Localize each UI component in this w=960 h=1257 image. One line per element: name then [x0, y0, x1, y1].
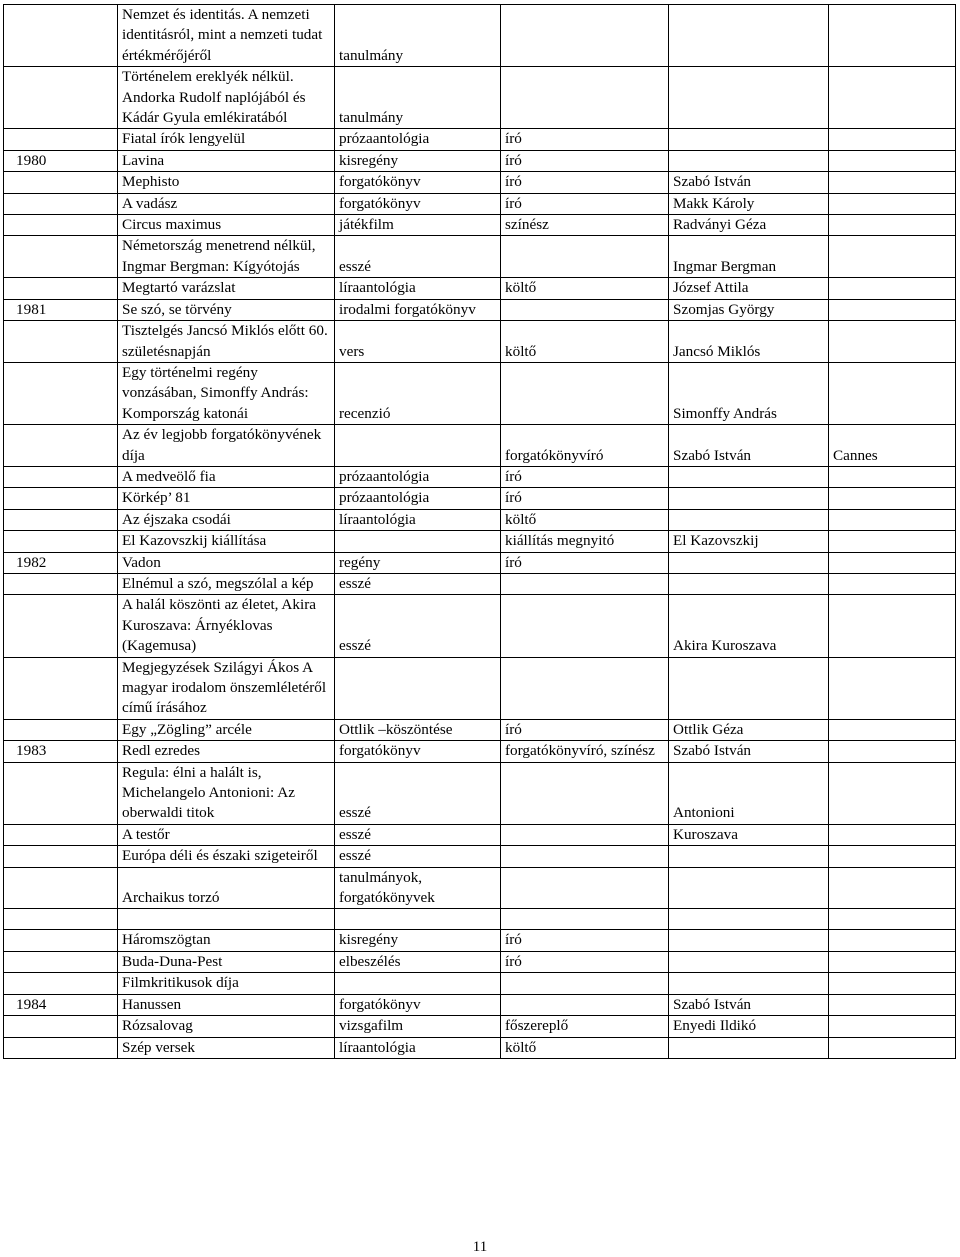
- person-cell: Jancsó Miklós: [669, 321, 829, 363]
- title-cell: A testőr: [118, 824, 335, 845]
- table-row: [4, 129, 956, 150]
- genre-cell: forgatókönyv: [335, 193, 501, 214]
- table-row: [4, 552, 956, 573]
- genre-cell: esszé: [335, 573, 501, 594]
- person-cell: Szabó István: [669, 425, 829, 467]
- person-cell: [669, 466, 829, 487]
- note-cell: [829, 595, 956, 657]
- title-cell: Szép versek: [118, 1037, 335, 1058]
- person-cell: [669, 509, 829, 530]
- role-cell: költő: [501, 278, 669, 299]
- genre-cell: tanulmány: [335, 67, 501, 129]
- year-cell: [4, 824, 118, 845]
- note-cell: [829, 552, 956, 573]
- genre-cell: forgatókönyv: [335, 994, 501, 1015]
- role-cell: író: [501, 552, 669, 573]
- genre-cell: esszé: [335, 236, 501, 278]
- title-cell: Nemzet és identitás. A nemzeti identitásról, mint a nemzeti tudat értékmérőjéről: [118, 5, 335, 67]
- note-cell: [829, 867, 956, 909]
- genre-cell: recenzió: [335, 362, 501, 424]
- role-cell: író: [501, 488, 669, 509]
- role-cell: [501, 67, 669, 129]
- title-cell: Vadon: [118, 552, 335, 573]
- person-cell: [669, 951, 829, 972]
- person-cell: Szabó István: [669, 994, 829, 1015]
- person-cell: Radványi Géza: [669, 215, 829, 236]
- page-number: 11: [472, 1239, 488, 1255]
- genre-cell: líraantológia: [335, 509, 501, 530]
- role-cell: író: [501, 719, 669, 740]
- title-cell: Háromszögtan: [118, 930, 335, 951]
- year-cell: [4, 488, 118, 509]
- note-cell: [829, 973, 956, 994]
- table-row: [4, 193, 956, 214]
- year-cell: [4, 719, 118, 740]
- table-row: [4, 150, 956, 171]
- table-row: [4, 278, 956, 299]
- note-cell: [829, 719, 956, 740]
- title-cell: Egy történelmi regény vonzásában, Simonffy András: Kompország katonái: [118, 362, 335, 424]
- title-cell: Rózsalovag: [118, 1016, 335, 1037]
- person-cell: [669, 973, 829, 994]
- year-cell: [4, 129, 118, 150]
- person-cell: Ottlik Géza: [669, 719, 829, 740]
- year-cell: [4, 867, 118, 909]
- note-cell: [829, 909, 956, 930]
- title-cell: Elnémul a szó, megszólal a kép: [118, 573, 335, 594]
- year-cell: [4, 1016, 118, 1037]
- role-cell: [501, 573, 669, 594]
- year-cell: [4, 509, 118, 530]
- genre-cell: esszé: [335, 846, 501, 867]
- year-cell: [4, 172, 118, 193]
- title-cell: Se szó, se törvény: [118, 299, 335, 320]
- note-cell: [829, 278, 956, 299]
- person-cell: [669, 552, 829, 573]
- person-cell: Kuroszava: [669, 824, 829, 845]
- role-cell: [501, 5, 669, 67]
- role-cell: [501, 657, 669, 719]
- year-cell: [4, 909, 118, 930]
- year-cell: [4, 930, 118, 951]
- note-cell: [829, 1037, 956, 1058]
- person-cell: József Attila: [669, 278, 829, 299]
- title-cell: Hanussen: [118, 994, 335, 1015]
- role-cell: [501, 236, 669, 278]
- person-cell: [669, 573, 829, 594]
- note-cell: [829, 846, 956, 867]
- role-cell: költő: [501, 509, 669, 530]
- table-row: [4, 67, 956, 129]
- year-cell: [4, 657, 118, 719]
- note-cell: [829, 741, 956, 762]
- person-cell: [669, 1037, 829, 1058]
- title-cell: Redl ezredes: [118, 741, 335, 762]
- person-cell: [669, 909, 829, 930]
- role-cell: forgatókönyvíró, színész: [501, 741, 669, 762]
- genre-cell: [335, 909, 501, 930]
- role-cell: író: [501, 930, 669, 951]
- year-cell: [4, 531, 118, 552]
- title-cell: Filmkritikusok díja: [118, 973, 335, 994]
- person-cell: Makk Károly: [669, 193, 829, 214]
- note-cell: [829, 951, 956, 972]
- role-cell: költő: [501, 321, 669, 363]
- table-row: [4, 719, 956, 740]
- role-cell: színész: [501, 215, 669, 236]
- person-cell: Akira Kuroszava: [669, 595, 829, 657]
- year-cell: [4, 236, 118, 278]
- note-cell: [829, 299, 956, 320]
- genre-cell: líraantológia: [335, 1037, 501, 1058]
- genre-cell: esszé: [335, 595, 501, 657]
- year-cell: [4, 362, 118, 424]
- title-cell: Lavina: [118, 150, 335, 171]
- title-cell: Tisztelgés Jancsó Miklós előtt 60. születésnapján: [118, 321, 335, 363]
- genre-cell: [335, 531, 501, 552]
- role-cell: [501, 362, 669, 424]
- table-row: [4, 930, 956, 951]
- title-cell: Regula: élni a halált is, Michelangelo Antonioni: Az oberwaldi titok: [118, 762, 335, 824]
- note-cell: [829, 466, 956, 487]
- note-cell: [829, 657, 956, 719]
- table-row: [4, 466, 956, 487]
- note-cell: [829, 930, 956, 951]
- role-cell: író: [501, 129, 669, 150]
- genre-cell: líraantológia: [335, 278, 501, 299]
- table-row: [4, 299, 956, 320]
- note-cell: [829, 573, 956, 594]
- table-row: [4, 321, 956, 363]
- year-cell: [4, 595, 118, 657]
- table-row: [4, 867, 956, 909]
- bibliography-table: [3, 4, 956, 1059]
- year-cell: [4, 973, 118, 994]
- person-cell: [669, 150, 829, 171]
- genre-cell: tanulmány: [335, 5, 501, 67]
- person-cell: [669, 5, 829, 67]
- table-row: [4, 488, 956, 509]
- role-cell: [501, 994, 669, 1015]
- person-cell: [669, 488, 829, 509]
- table-row: [4, 741, 956, 762]
- role-cell: [501, 973, 669, 994]
- title-cell: Történelem ereklyék nélkül. Andorka Rudolf naplójából és Kádár Gyula emlékiratából: [118, 67, 335, 129]
- note-cell: [829, 150, 956, 171]
- year-cell: [4, 5, 118, 67]
- year-cell: [4, 425, 118, 467]
- person-cell: Szabó István: [669, 741, 829, 762]
- genre-cell: prózaantológia: [335, 488, 501, 509]
- genre-cell: kisregény: [335, 150, 501, 171]
- person-cell: Antonioni: [669, 762, 829, 824]
- note-cell: [829, 129, 956, 150]
- role-cell: [501, 299, 669, 320]
- role-cell: író: [501, 150, 669, 171]
- genre-cell: esszé: [335, 762, 501, 824]
- title-cell: Fiatal írók lengyelül: [118, 129, 335, 150]
- note-cell: [829, 762, 956, 824]
- table-row: [4, 425, 956, 467]
- table-row: [4, 573, 956, 594]
- year-cell: [4, 278, 118, 299]
- note-cell: [829, 67, 956, 129]
- table-row: [4, 1037, 956, 1058]
- note-cell: [829, 488, 956, 509]
- title-cell: [118, 909, 335, 930]
- genre-cell: forgatókönyv: [335, 741, 501, 762]
- year-cell: [4, 762, 118, 824]
- title-cell: Megjegyzések Szilágyi Ákos A magyar irodalom önszemléletéről című írásához: [118, 657, 335, 719]
- role-cell: kiállítás megnyitó: [501, 531, 669, 552]
- title-cell: Az éjszaka csodái: [118, 509, 335, 530]
- table-row: [4, 762, 956, 824]
- note-cell: [829, 509, 956, 530]
- genre-cell: prózaantológia: [335, 129, 501, 150]
- genre-cell: regény: [335, 552, 501, 573]
- genre-cell: [335, 973, 501, 994]
- note-cell: [829, 531, 956, 552]
- title-cell: Megtartó varázslat: [118, 278, 335, 299]
- person-cell: [669, 867, 829, 909]
- title-cell: Archaikus torzó: [118, 867, 335, 909]
- year-cell: 1984: [4, 994, 118, 1015]
- role-cell: író: [501, 172, 669, 193]
- note-cell: [829, 193, 956, 214]
- year-cell: [4, 321, 118, 363]
- table-row: [4, 172, 956, 193]
- person-cell: El Kazovszkij: [669, 531, 829, 552]
- genre-cell: irodalmi forgatókönyv: [335, 299, 501, 320]
- title-cell: Buda-Duna-Pest: [118, 951, 335, 972]
- year-cell: 1983: [4, 741, 118, 762]
- title-cell: Európa déli és északi szigeteiről: [118, 846, 335, 867]
- table-row: [4, 973, 956, 994]
- genre-cell: Ottlik –köszöntése: [335, 719, 501, 740]
- title-cell: A vadász: [118, 193, 335, 214]
- role-cell: író: [501, 466, 669, 487]
- role-cell: [501, 867, 669, 909]
- genre-cell: prózaantológia: [335, 466, 501, 487]
- role-cell: író: [501, 951, 669, 972]
- year-cell: 1980: [4, 150, 118, 171]
- table-row: [4, 362, 956, 424]
- genre-cell: kisregény: [335, 930, 501, 951]
- year-cell: [4, 193, 118, 214]
- year-cell: [4, 951, 118, 972]
- genre-cell: tanulmányok, forgatókönyvek: [335, 867, 501, 909]
- note-cell: [829, 236, 956, 278]
- note-cell: [829, 362, 956, 424]
- note-cell: [829, 824, 956, 845]
- person-cell: Ingmar Bergman: [669, 236, 829, 278]
- person-cell: Szabó István: [669, 172, 829, 193]
- title-cell: A medveölő fia: [118, 466, 335, 487]
- note-cell: [829, 172, 956, 193]
- table-row: [4, 951, 956, 972]
- note-cell: [829, 1016, 956, 1037]
- person-cell: Simonffy András: [669, 362, 829, 424]
- title-cell: Az év legjobb forgatókönyvének díja: [118, 425, 335, 467]
- genre-cell: esszé: [335, 824, 501, 845]
- table-row: [4, 595, 956, 657]
- table-row: [4, 1016, 956, 1037]
- year-cell: [4, 573, 118, 594]
- genre-cell: játékfilm: [335, 215, 501, 236]
- year-cell: [4, 1037, 118, 1058]
- table-row: [4, 846, 956, 867]
- person-cell: Enyedi Ildikó: [669, 1016, 829, 1037]
- genre-cell: vizsgafilm: [335, 1016, 501, 1037]
- note-cell: [829, 5, 956, 67]
- table-body: [4, 5, 956, 1059]
- title-cell: Mephisto: [118, 172, 335, 193]
- note-cell: [829, 994, 956, 1015]
- role-cell: [501, 824, 669, 845]
- person-cell: [669, 67, 829, 129]
- person-cell: [669, 129, 829, 150]
- table-row: [4, 909, 956, 930]
- person-cell: [669, 657, 829, 719]
- table-row: [4, 236, 956, 278]
- genre-cell: elbeszélés: [335, 951, 501, 972]
- note-cell: [829, 321, 956, 363]
- year-cell: [4, 846, 118, 867]
- year-cell: 1982: [4, 552, 118, 573]
- role-cell: költő: [501, 1037, 669, 1058]
- genre-cell: vers: [335, 321, 501, 363]
- role-cell: [501, 762, 669, 824]
- genre-cell: [335, 657, 501, 719]
- role-cell: [501, 909, 669, 930]
- role-cell: [501, 846, 669, 867]
- table-row: [4, 215, 956, 236]
- role-cell: író: [501, 193, 669, 214]
- note-cell: [829, 215, 956, 236]
- year-cell: [4, 215, 118, 236]
- title-cell: Egy „Zögling” arcéle: [118, 719, 335, 740]
- year-cell: [4, 466, 118, 487]
- table-row: [4, 5, 956, 67]
- title-cell: Körkép’ 81: [118, 488, 335, 509]
- table-row: [4, 824, 956, 845]
- person-cell: Szomjas György: [669, 299, 829, 320]
- table-row: [4, 531, 956, 552]
- title-cell: El Kazovszkij kiállítása: [118, 531, 335, 552]
- genre-cell: forgatókönyv: [335, 172, 501, 193]
- note-cell: Cannes: [829, 425, 956, 467]
- year-cell: [4, 67, 118, 129]
- title-cell: Circus maximus: [118, 215, 335, 236]
- title-cell: A halál köszönti az életet, Akira Kuroszava: Árnyéklovas (Kagemusa): [118, 595, 335, 657]
- year-cell: 1981: [4, 299, 118, 320]
- table-row: [4, 657, 956, 719]
- role-cell: [501, 595, 669, 657]
- person-cell: [669, 846, 829, 867]
- genre-cell: [335, 425, 501, 467]
- table-row: [4, 994, 956, 1015]
- person-cell: [669, 930, 829, 951]
- title-cell: Németország menetrend nélkül, Ingmar Bergman: Kígyótojás: [118, 236, 335, 278]
- role-cell: forgatókönyvíró: [501, 425, 669, 467]
- role-cell: főszereplő: [501, 1016, 669, 1037]
- table-row: [4, 509, 956, 530]
